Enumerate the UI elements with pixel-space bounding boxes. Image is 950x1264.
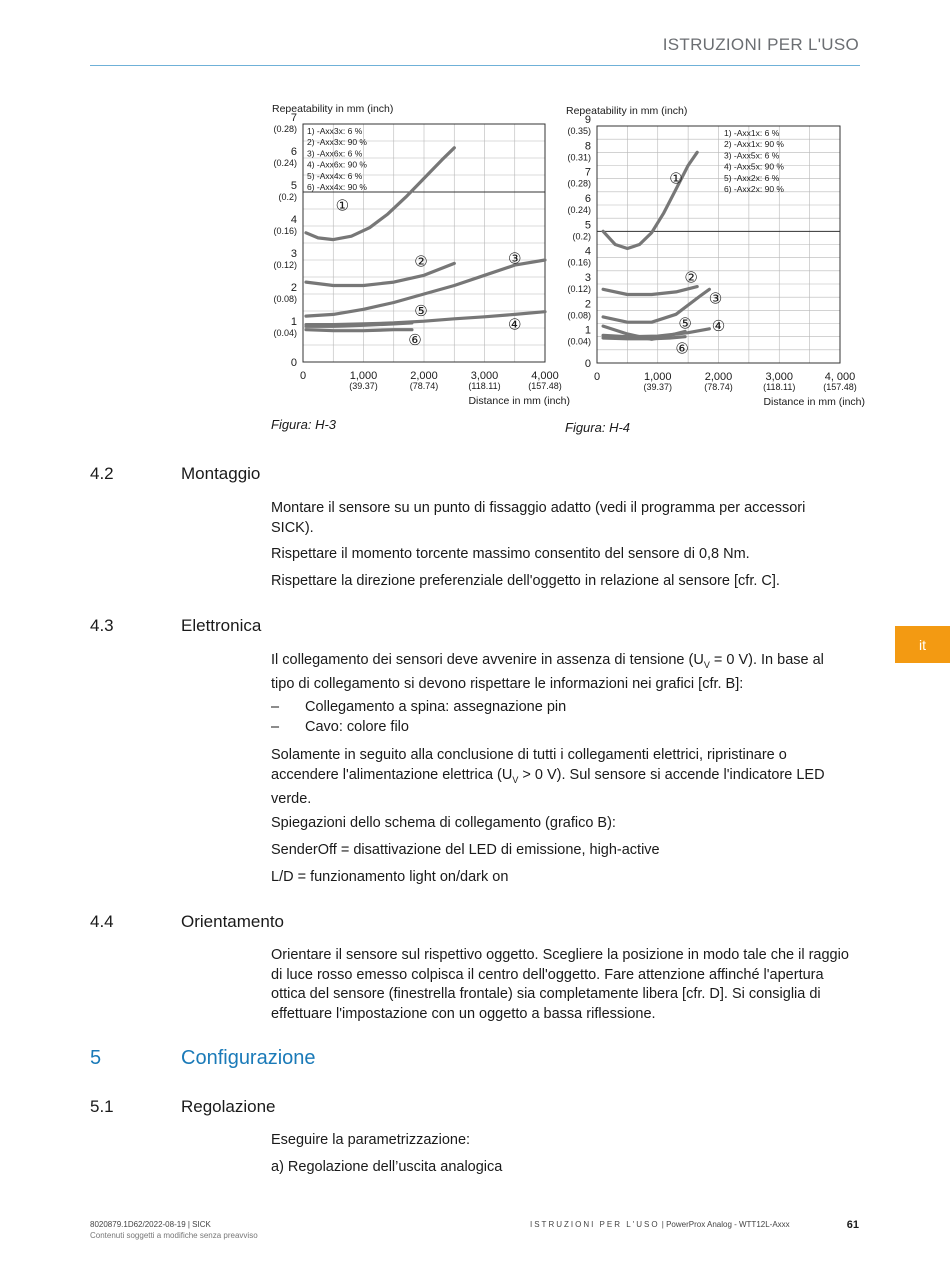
y-tick-label: 0 bbox=[584, 358, 591, 370]
y-tick-label: 5 bbox=[290, 180, 297, 192]
footer-document-title: ISTRUZIONI PER L'USO | PowerProx Analog - WTT12L-Axxx bbox=[530, 1220, 790, 1229]
figure-caption-h4: Figura: H-4 bbox=[565, 420, 631, 435]
legend-entry: 4) -Axx5x: 90 % bbox=[724, 161, 784, 172]
y-tick-sublabel: (0.31) bbox=[567, 152, 591, 163]
x-tick-label: 2,000 bbox=[410, 370, 438, 382]
y-tick-sublabel: (0.24) bbox=[273, 158, 297, 168]
x-axis-title: Distance in mm (inch) bbox=[763, 396, 865, 408]
x-tick-label: 1,000 bbox=[643, 371, 672, 383]
series-marker-label: ③ bbox=[508, 250, 522, 268]
y-tick-sublabel: (0.35) bbox=[567, 126, 591, 136]
y-tick-sublabel: (0.28) bbox=[273, 124, 297, 134]
legend-entry: 2) -Axx1x: 90 % bbox=[724, 139, 784, 150]
legend-entry: 1) -Axx1x: 6 % bbox=[724, 128, 780, 138]
y-tick-label: 2 bbox=[584, 298, 591, 311]
paragraph: Rispettare il momento torcente massimo consentito del sensore di 0,8 Nm. bbox=[271, 546, 750, 562]
y-tick-label: 9 bbox=[584, 114, 591, 126]
x-tick-label: 1,000 bbox=[349, 370, 378, 382]
series-marker-label: ③ bbox=[708, 290, 723, 308]
section-number-4-2: 4.2 bbox=[90, 464, 114, 483]
legend-entry: 3) -Axx5x: 6 % bbox=[724, 150, 780, 161]
x-tick-label: 0 bbox=[593, 371, 601, 383]
section-title-elettronica: Elettronica bbox=[181, 616, 262, 635]
legend-entry: 1) -Axx3x: 6 % bbox=[307, 126, 363, 136]
series-marker-label: ④ bbox=[711, 318, 726, 336]
paragraph: Spiegazioni dello schema di collegamento (grafico B): bbox=[271, 815, 616, 831]
y-tick-sublabel: (0.08) bbox=[273, 294, 297, 304]
series-line bbox=[306, 263, 454, 285]
language-tab[interactable]: it bbox=[895, 626, 950, 663]
x-tick-sublabel: (78.74) bbox=[704, 382, 733, 392]
y-tick-label: 2 bbox=[290, 282, 297, 294]
section-title-regolazione: Regolazione bbox=[181, 1097, 276, 1116]
y-tick-label: 7 bbox=[290, 112, 297, 124]
x-tick-label: 4,000 bbox=[531, 370, 559, 382]
y-tick-label: 3 bbox=[290, 248, 297, 260]
list-item: – Collegamento a spina: assegnazione pin bbox=[271, 699, 567, 715]
y-tick-label: 5 bbox=[584, 219, 591, 232]
y-tick-sublabel: (0.04) bbox=[567, 336, 591, 347]
page-number: 61 bbox=[846, 1219, 859, 1231]
x-tick-label: 3,000 bbox=[470, 370, 499, 382]
series-line bbox=[603, 152, 697, 248]
header-rule bbox=[90, 65, 860, 66]
paragraph: Il collegamento dei sensori deve avvenire in assenza di tensione ($U_V = 0$ V). In base al tipo di collegamento si devono rispettare le informazioni nei grafici [cfr. B]: bbox=[271, 652, 824, 693]
y-tick-label: 4 bbox=[290, 214, 297, 226]
series-marker-label: ① bbox=[669, 170, 683, 188]
section-title-orientamento: Orientamento bbox=[181, 912, 284, 931]
legend-entry: 6) -Axx2x: 90 % bbox=[724, 184, 784, 194]
x-tick-label: 2,000 bbox=[704, 371, 733, 383]
list-item: – Cavo: colore filo bbox=[271, 719, 409, 735]
y-tick-label: 1 bbox=[290, 316, 297, 328]
paragraph: Eseguire la parametrizzazione: bbox=[271, 1132, 471, 1148]
legend-entry: 5) -Axx2x: 6 % bbox=[724, 172, 780, 183]
section-number-5-1: 5.1 bbox=[90, 1097, 114, 1116]
y-tick-label: 6 bbox=[584, 193, 591, 205]
paragraph: Rispettare la direzione preferenziale dell'oggetto in relazione al sensore [cfr. C]. bbox=[271, 573, 780, 589]
x-tick-label: 0 bbox=[299, 370, 307, 382]
paragraph: L/D = funzionamento light on/dark on bbox=[271, 869, 509, 885]
x-tick-sublabel: (78.74) bbox=[409, 381, 439, 391]
series-marker-label: ① bbox=[335, 197, 350, 215]
series-line bbox=[306, 330, 412, 331]
series-marker-label: ⑥ bbox=[675, 340, 689, 358]
footer-document-id: 8020879.1D62/2022-08-19 | SICK bbox=[90, 1220, 211, 1229]
legend-entry: 4) -Axx6x: 90 % bbox=[307, 159, 367, 170]
x-tick-sublabel: (157.48) bbox=[528, 381, 562, 391]
x-tick-label: 3,000 bbox=[765, 371, 794, 383]
y-tick-sublabel: (0.2) bbox=[572, 231, 591, 242]
y-tick-label: 7 bbox=[584, 166, 591, 179]
series-marker-label: ④ bbox=[508, 316, 522, 334]
section-number-4-4: 4.4 bbox=[90, 912, 114, 931]
x-tick-sublabel: (39.37) bbox=[643, 382, 673, 392]
chart-h4 bbox=[545, 95, 870, 415]
section-title-montaggio: Montaggio bbox=[181, 464, 261, 483]
legend-entry: 3) -Axx6x: 6 % bbox=[307, 148, 363, 159]
legend-entry: 2) -Axx3x: 90 % bbox=[307, 137, 367, 148]
y-tick-sublabel: (0.08) bbox=[567, 310, 591, 321]
chapter-title-configurazione: Configurazione bbox=[181, 1047, 316, 1069]
series-marker-label: ⑤ bbox=[414, 303, 428, 320]
x-tick-sublabel: (118.11) bbox=[763, 382, 796, 392]
x-tick-sublabel: (157.48) bbox=[823, 382, 857, 392]
y-tick-label: 0 bbox=[290, 357, 297, 369]
figure-caption-h3: Figura: H-3 bbox=[271, 417, 337, 432]
y-tick-sublabel: (0.24) bbox=[567, 205, 591, 215]
series-marker-label: ⑥ bbox=[408, 331, 422, 349]
y-tick-label: 6 bbox=[290, 146, 297, 158]
series-line bbox=[603, 287, 697, 295]
y-tick-label: 3 bbox=[584, 272, 591, 284]
series-marker-label: ② bbox=[414, 253, 428, 271]
y-axis-title: Repeatability in mm (inch) bbox=[272, 103, 394, 115]
footer-disclaimer: Contenuti soggetti a modifiche senza preavviso bbox=[90, 1231, 258, 1240]
y-tick-sublabel: (0.16) bbox=[567, 257, 591, 268]
y-tick-label: 4 bbox=[584, 245, 591, 258]
x-tick-sublabel: (39.37) bbox=[349, 381, 378, 391]
y-tick-label: 8 bbox=[584, 140, 591, 153]
x-axis-title: Distance in mm (inch) bbox=[468, 395, 570, 407]
legend-entry: 6) -Axx4x: 90 % bbox=[307, 182, 367, 192]
y-tick-sublabel: (0.12) bbox=[567, 284, 591, 294]
chapter-number-5: 5 bbox=[90, 1047, 102, 1069]
paragraph: Montare il sensore su un punto di fissaggio adatto (vedi il programma per accessori SICK). bbox=[271, 500, 806, 536]
chart-h3 bbox=[250, 95, 570, 415]
y-tick-sublabel: (0.2) bbox=[278, 192, 297, 202]
series-marker-label: ⑤ bbox=[678, 315, 692, 333]
y-tick-label: 1 bbox=[584, 324, 591, 337]
x-tick-label: 4, 000 bbox=[824, 371, 856, 383]
paragraph: Orientare il sensore sul rispettivo oggetto. Scegliere la posizione in modo tale che il raggio di luce rosso emesso colpisca il centro dell'oggetto. Fare attenzione affinché l'apertura ottica del sensore (finestrella frontale) sia completamente libera [cfr. D]. Si consiglia di effettuare l'impostazione con un oggetto a bassa riflessione. bbox=[271, 947, 849, 1022]
y-tick-sublabel: (0.04) bbox=[273, 328, 297, 338]
paragraph: Solamente in seguito alla conclusione di tutti i collegamenti elettrici, ripristinare o accendere l'alimentazione elettrica ($U_V > 0$ V). Sul sensore si accende l'indicatore LED verde. bbox=[271, 747, 825, 807]
paragraph: a) Regolazione dell’uscita analogica bbox=[271, 1159, 503, 1175]
section-number-4-3: 4.3 bbox=[90, 616, 114, 635]
y-tick-sublabel: (0.28) bbox=[567, 178, 591, 189]
header-title: ISTRUZIONI PER L'USO bbox=[662, 35, 859, 54]
x-tick-sublabel: (118.11) bbox=[468, 381, 501, 391]
y-tick-sublabel: (0.12) bbox=[273, 260, 297, 270]
y-axis-title: Repeatability in mm (inch) bbox=[566, 105, 688, 117]
paragraph: SenderOff = disattivazione del LED di emissione, high-active bbox=[271, 842, 660, 858]
y-tick-sublabel: (0.16) bbox=[273, 226, 297, 236]
series-marker-label: ② bbox=[684, 269, 698, 287]
legend-entry: 5) -Axx4x: 6 % bbox=[307, 170, 363, 181]
